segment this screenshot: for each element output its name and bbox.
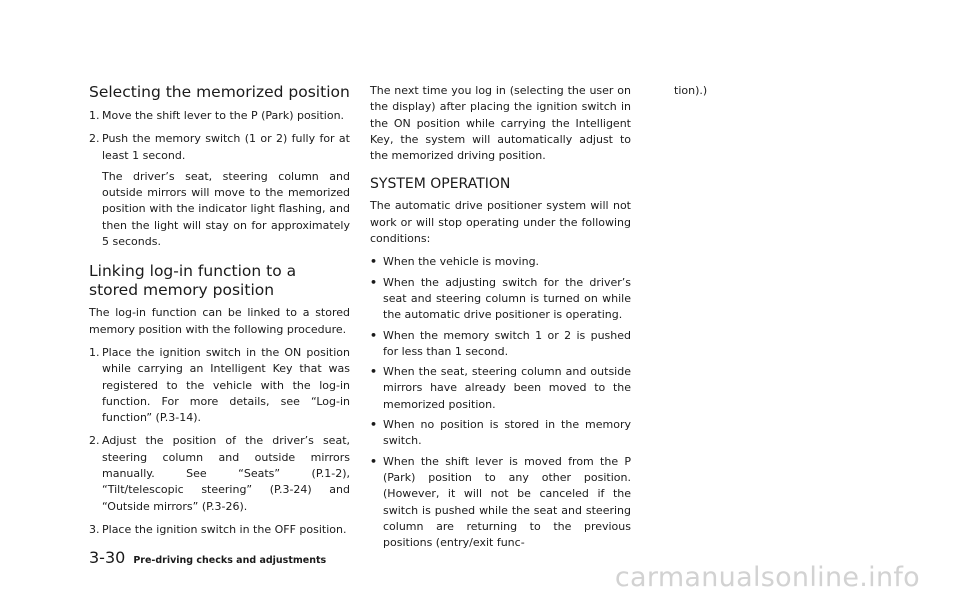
list-item bbox=[370, 328, 631, 361]
bullet-text: When the vehicle is moving. bbox=[383, 255, 540, 269]
step-text: Adjust the position of the driver’s seat, steering column and outside mirrors manually. See “Seats” (P.1-2), “Tilt/telescopic steering” (P.3-24) and “Outside mirrors” (P.3-26). bbox=[102, 434, 350, 513]
right-column bbox=[674, 83, 874, 106]
heading-selecting-memorized-position: Selecting the memorized position bbox=[89, 83, 350, 101]
bullet-text: When the memory switch 1 or 2 is pushed for less than 1 second. bbox=[383, 328, 631, 358]
list-item bbox=[89, 522, 350, 538]
bullet-icon: • bbox=[370, 328, 378, 342]
bullet-icon: • bbox=[370, 255, 378, 269]
bullet-icon: • bbox=[370, 365, 378, 379]
login-paragraph: The next time you log in (selecting the user on the display) after placing the ignition switch in the ON position while carrying the Intelligent Key, the system will automatically adjust to the memorized driving position. bbox=[370, 84, 631, 163]
list-item bbox=[370, 364, 631, 413]
page-number: 3-30 bbox=[89, 548, 126, 567]
system-intro: The automatic drive positioner system will not work or will stop operating under the following conditions: bbox=[370, 199, 631, 246]
step-number: 1. bbox=[89, 345, 100, 359]
list-item bbox=[89, 131, 350, 164]
bullet-text: When no position is stored in the memory switch. bbox=[383, 418, 631, 448]
middle-column bbox=[370, 83, 631, 555]
left-column bbox=[89, 83, 350, 545]
step-text: Place the ignition switch in the OFF position. bbox=[102, 522, 347, 536]
step-number: 2. bbox=[89, 132, 100, 146]
step-number: 1. bbox=[89, 109, 100, 122]
list-item bbox=[89, 433, 350, 514]
section-title: Pre-driving checks and adjustments bbox=[133, 555, 327, 566]
bullet-icon: • bbox=[370, 275, 378, 289]
watermark: carmanualsonline.info bbox=[614, 562, 920, 593]
step-number: 3. bbox=[89, 522, 100, 536]
heading-linking-login: Linking log-in function to a stored memory position bbox=[89, 262, 297, 300]
bullet-text: When the seat, steering column and outside mirrors have already been moved to the memorized position. bbox=[383, 365, 631, 411]
heading-system-operation: SYSTEM OPERATION bbox=[370, 176, 511, 193]
step-text: Push the memory switch (1 or 2) fully for at least 1 second. bbox=[102, 132, 350, 162]
page-footer bbox=[89, 548, 326, 567]
list-item bbox=[370, 275, 631, 324]
bullet-icon: • bbox=[370, 418, 378, 432]
bullet-text: When the adjusting switch for the driver’s seat and steering column is turned on while the automatic drive positioner is operating. bbox=[383, 275, 631, 322]
step-text: Move the shift lever to the P (Park) position. bbox=[102, 109, 345, 122]
continuation-text: tion).) bbox=[674, 84, 708, 97]
list-item bbox=[89, 108, 350, 124]
step-number: 2. bbox=[89, 434, 100, 448]
bullet-text: When the shift lever is moved from the P (Park) position to any other position. (However, it will not be canceled if the switch is pushed while the seat and steering column are returning to the previous positions (entry/exit func- bbox=[383, 454, 631, 550]
list-item bbox=[370, 454, 631, 552]
list-item bbox=[370, 417, 631, 450]
step-text: Place the ignition switch in the ON position while carrying an Intelligent Key that was registered to the vehicle with the log-in function. For more details, see “Log-in function” (P.3-14). bbox=[102, 345, 350, 425]
step-note: The driver’s seat, steering column and outside mirrors will move to the memorized position with the indicator light flashing, and then the light will stay on for approximately 5 seconds. bbox=[102, 169, 350, 249]
bullet-icon: • bbox=[370, 454, 378, 468]
list-item bbox=[89, 345, 350, 426]
intro-paragraph: The log-in function can be linked to a stored memory position with the following procedure. bbox=[89, 306, 350, 336]
list-item bbox=[370, 254, 631, 270]
